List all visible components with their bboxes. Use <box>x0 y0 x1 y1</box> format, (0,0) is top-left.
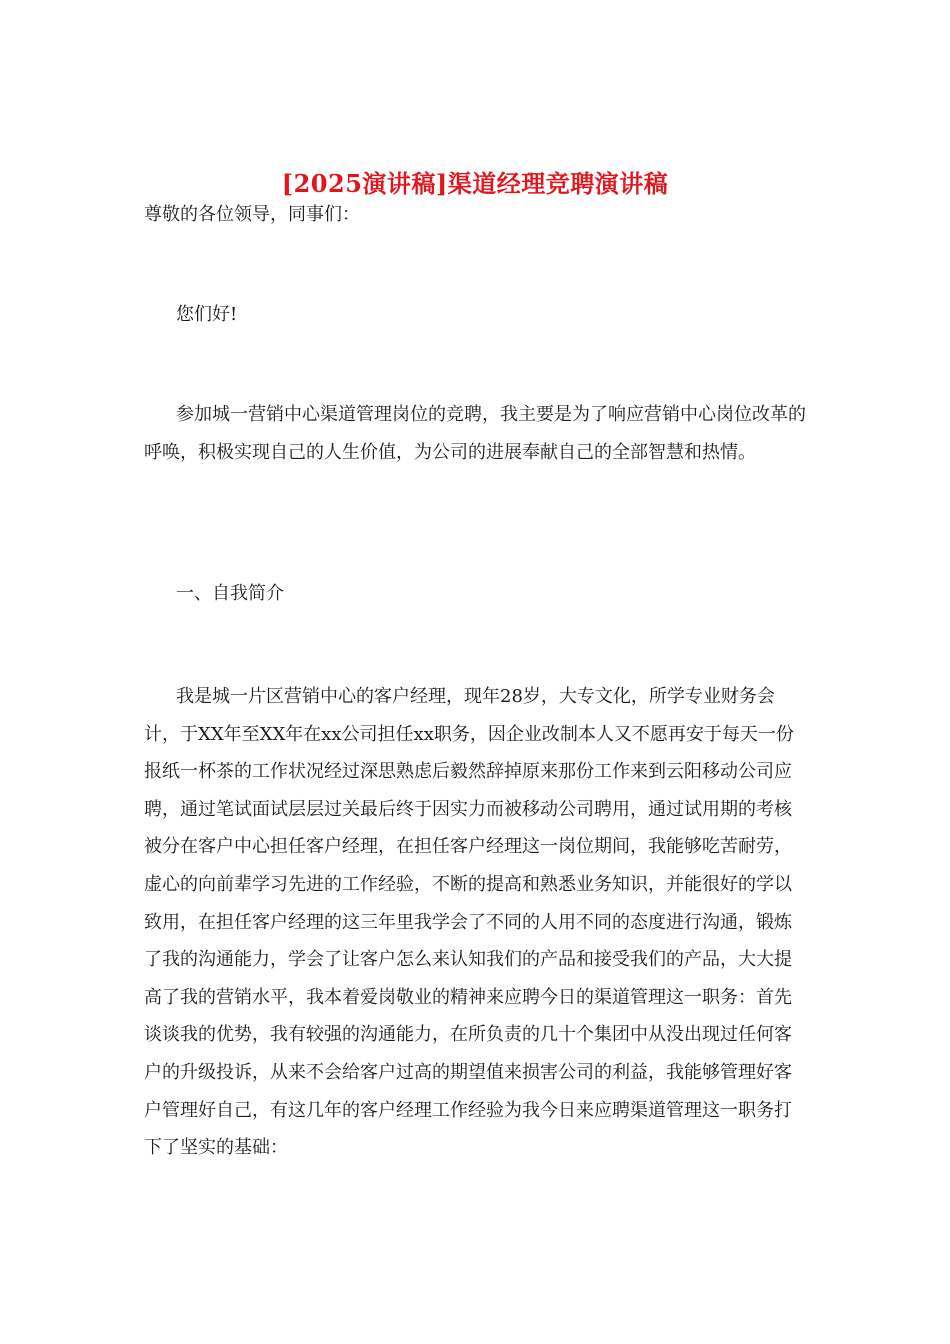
salutation: 尊敬的各位领导，同事们： <box>144 204 360 225</box>
paragraph-greeting: 您们好! <box>176 304 238 325</box>
paragraph-self-intro: 我是城一片区营销中心的客户经理，现年28岁，大专文化，所学专业财务会计，于XX年至XX年在xx公司担任xx职务，因企业改制本人又不愿再安于每天一份报纸一杯茶的工作状况经过深思熟虑后毅然辞掉原来那份工作来到云阳移动公司应聘，通过笔试面试层层过关最后终于因实力而被移动公司聘用，通过试用期的考核被分在客户中心担任客户经理，在担任客户经理这一岗位期间，我能够吃苦耐劳，虚心的向前辈学习先进的工作经验，不断的提高和熟悉业务知识，并能很好的学以致用，在担任客户经理的这三年里我学会了不同的人用不同的态度进行沟通，锻炼了我的沟通能力，学会了让客户怎么来认知我们的产品和接受我们的产品，大大提高了我的营销水平，我本着爱岗敬业的精神来应聘今日的渠道管理这一职务：首先谈谈我的优势，我有较强的沟通能力，在所负责的几十个集团中从没出现过任何客户的升级投诉，从来不会给客户过高的期望值来损害公司的利益，我能够管理好客户管理好自己，有这几年的客户经理工作经验为我今日来应聘渠道管理这一职务打下了坚实的基础： <box>144 686 794 1159</box>
document-title: [2025演讲稿]渠道经理竞聘演讲稿 <box>281 169 669 199</box>
paragraph-purpose: 参加城一营销中心渠道管理岗位的竞聘，我主要是为了响应营销中心岗位改革的呼唤，积极实现自己的人生价值，为公司的进展奉献自己的全部智慧和热情。 <box>144 404 806 463</box>
section-heading-self-intro: 一、自我简介 <box>176 583 284 604</box>
